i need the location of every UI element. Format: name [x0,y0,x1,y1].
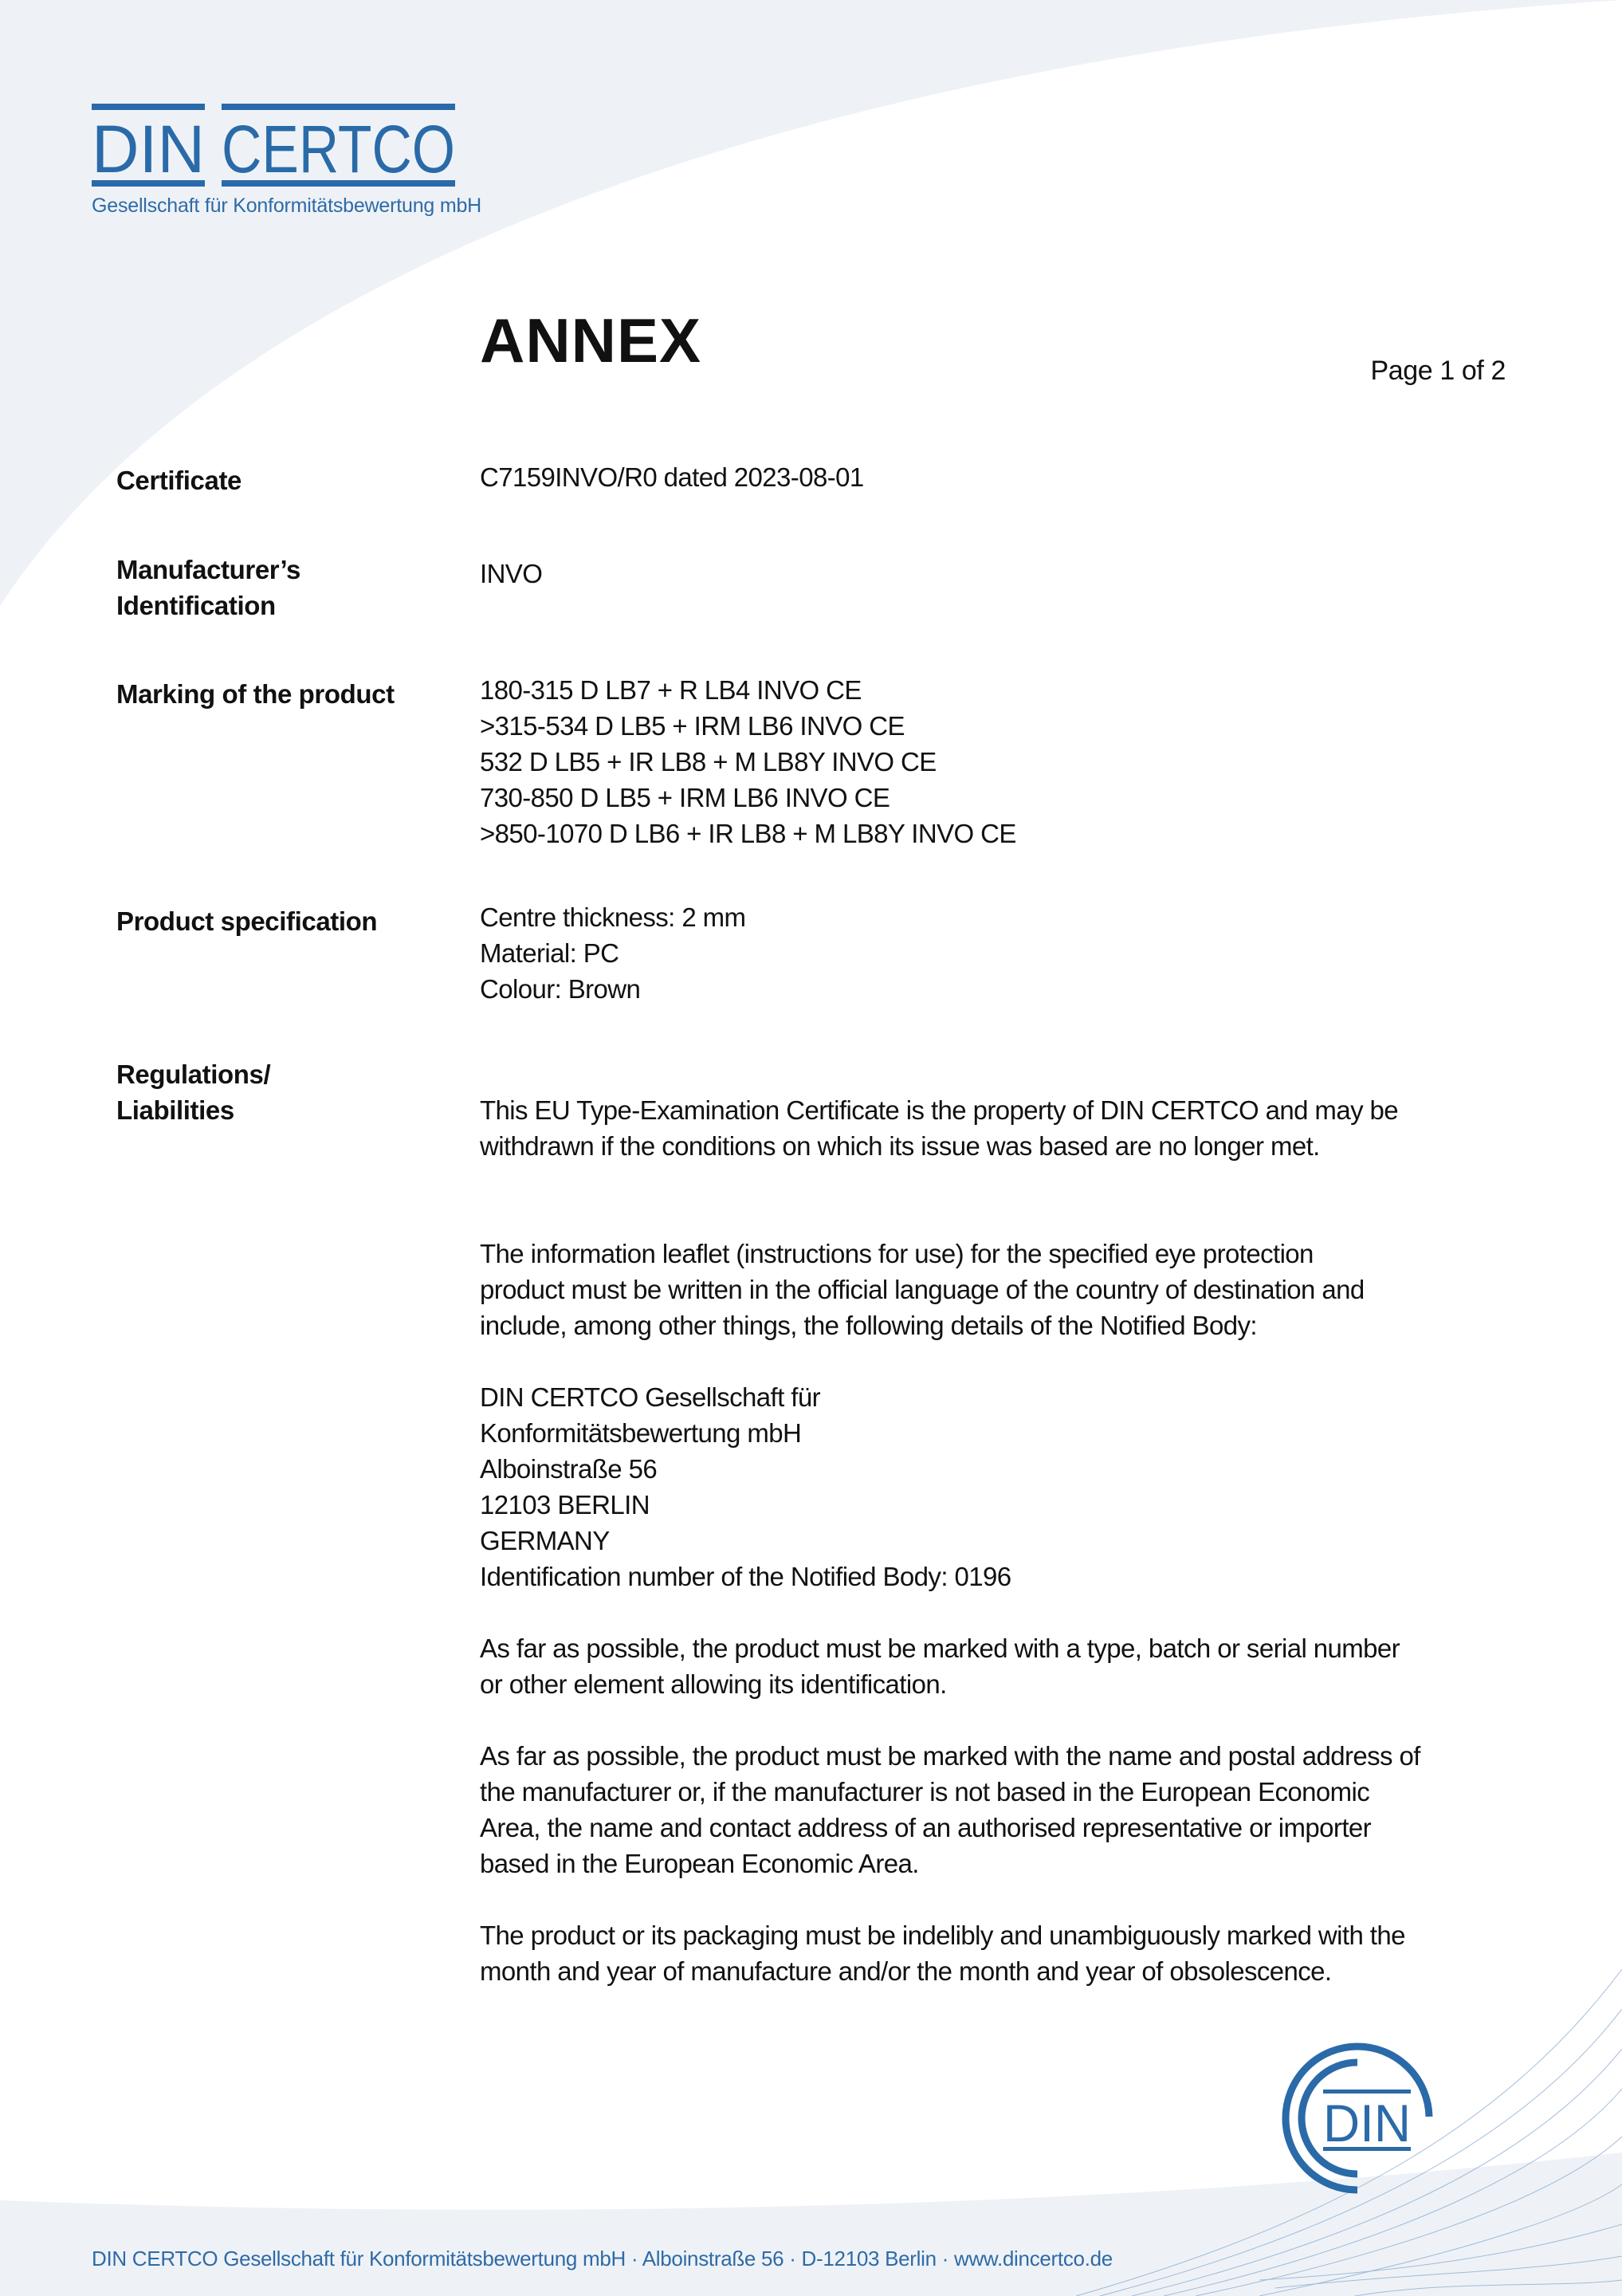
marking-line: 730-850 D LB5 + IRM LB6 INVO CE [480,783,890,812]
din-certco-logo [92,104,455,187]
text-line: As far as possible, the product must be marked with the name and postal address of [480,1741,1420,1771]
text-line: The product or its packaging must be indelibly and unambiguously marked with the [480,1921,1405,1950]
svg-text:DIN: DIN [92,112,205,187]
certificate-value: C7159INVO/R0 dated 2023-08-01 [480,462,864,492]
label-line: Manufacturer’s [116,555,300,584]
address-line: 12103 BERLIN [480,1490,650,1520]
text-line: withdrawn if the conditions on which its issue was based are no longer met. [480,1131,1320,1161]
marking-line: 532 D LB5 + IR LB8 + M LB8Y INVO CE [480,747,937,776]
label-line: Liabilities [116,1095,234,1125]
marking-label: Marking of the product [116,679,395,709]
spec-label: Product specification [116,906,378,936]
svg-text:CERTCO: CERTCO [222,112,455,187]
footer-address: DIN CERTCO Gesellschaft für Konformitätsbewertung mbH · Alboinstraße 56 · D-12103 Berlin · www.dincertco.de [92,2247,1113,2270]
address-line: Identification number of the Notified Body: 0196 [480,1562,1011,1591]
svg-text:DIN: DIN [1323,2094,1411,2152]
text-line: month and year of manufacture and/or the month and year of obsolescence. [480,1956,1332,1986]
text-line: based in the European Economic Area. [480,1849,919,1878]
marking-value [480,672,1516,851]
address-line: Alboinstraße 56 [480,1454,658,1484]
text-line: This EU Type-Examination Certificate is the property of DIN CERTCO and may be [480,1095,1399,1125]
manufacturer-label [116,552,451,623]
text-line: include, among other things, the following details of the Notified Body: [480,1311,1257,1340]
page-number: Page 1 of 2 [1370,356,1506,386]
page-title: ANNEX [480,305,702,375]
din-seal-logo [1278,2037,1441,2200]
logo-subtitle: Gesellschaft für Konformitätsbewertung mbH [92,195,482,217]
marking-line: 180-315 D LB7 + R LB4 INVO CE [480,675,862,705]
marking-line: >850-1070 D LB6 + IR LB8 + M LB8Y INVO CE [480,819,1016,848]
spec-line: Material: PC [480,938,619,968]
text-line: As far as possible, the product must be marked with a type, batch or serial number [480,1634,1400,1663]
regulations-text [480,1056,1516,1989]
spec-line: Colour: Brown [480,974,641,1004]
label-line: Regulations/ [116,1060,271,1089]
spec-value [480,899,1516,1007]
label-line: Identification [116,591,276,620]
manufacturer-value: INVO [480,559,543,588]
regulations-label [116,1056,451,1128]
marking-line: >315-534 D LB5 + IRM LB6 INVO CE [480,711,905,741]
address-line: Konformitätsbewertung mbH [480,1418,802,1448]
text-line: product must be written in the official language of the country of destination and [480,1275,1365,1304]
certificate-label: Certificate [116,466,242,495]
spec-line: Centre thickness: 2 mm [480,902,746,932]
text-line: or other element allowing its identification. [480,1669,947,1699]
text-line: The information leaflet (instructions for use) for the specified eye protection [480,1239,1314,1268]
address-line: DIN CERTCO Gesellschaft für [480,1382,820,1412]
address-line: GERMANY [480,1526,610,1555]
text-line: Area, the name and contact address of an authorised representative or importer [480,1813,1372,1842]
text-line: the manufacturer or, if the manufacturer is not based in the European Economic [480,1777,1370,1807]
